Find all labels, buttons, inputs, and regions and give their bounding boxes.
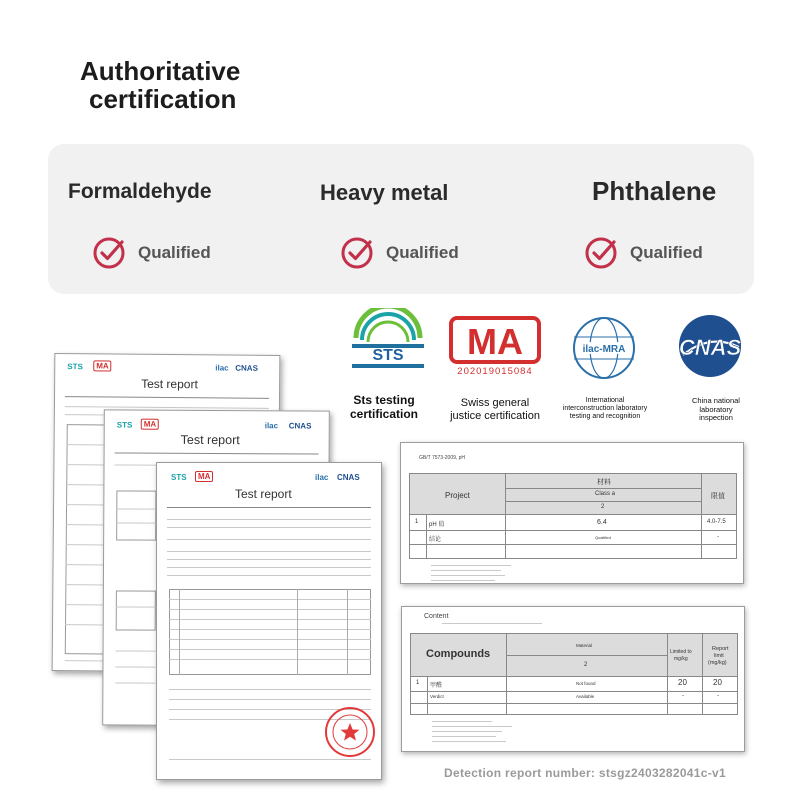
compounds-material-header: Material: [576, 643, 593, 648]
ma-logo-mark: MA: [467, 321, 523, 362]
ilac-logo: [571, 315, 637, 381]
cnas-caption-line-3: inspection: [699, 413, 733, 423]
cnas-caption-line-2: laboratory: [699, 404, 733, 414]
mini-ilac-logo: ilac: [215, 363, 229, 373]
title-line-2: certification: [89, 84, 237, 114]
qualified-label: Qualified: [630, 243, 703, 262]
cnas-logo-mark: CNAS: [678, 335, 742, 360]
qualification-name-formaldehyde: Formaldehyde: [68, 180, 212, 203]
ph-limit-header: 限值: [711, 493, 725, 500]
compounds-row-name: 甲醛: [430, 683, 443, 689]
compounds-label: Compounds: [426, 648, 491, 660]
ma-caption-line-2: justice certification: [450, 409, 540, 422]
mini-sts-logo: STS: [67, 362, 83, 372]
mini-ilac-logo: ilac: [264, 421, 279, 431]
check-circle-icon: [92, 236, 126, 270]
sts-caption-line-1: Sts testing: [353, 393, 415, 407]
sts-caption-line-2: certification: [349, 406, 418, 421]
mini-sts-logo: STS: [171, 473, 187, 482]
ph-conclusion-label: 结论: [429, 537, 442, 543]
compounds-limited-header: Limited to: [670, 649, 692, 655]
mini-cnas-logo: CNAS: [288, 421, 312, 431]
report-title: Test report: [141, 376, 198, 392]
ilac-caption: [550, 397, 660, 421]
compounds-row-limited: 20: [678, 678, 687, 687]
mini-ilac-logo: ilac: [315, 473, 329, 482]
ph-col-index: 2: [601, 504, 605, 510]
qualification-name-heavy-metal: Heavy metal: [320, 180, 449, 205]
title-line-1: Authoritative: [80, 56, 241, 86]
ilac-logo-mark: ilac-MRA: [582, 344, 626, 355]
cnas-caption: [678, 397, 754, 423]
cnas-logo-icon: [669, 313, 751, 379]
mini-cnas-logo: CNAS: [235, 363, 258, 373]
ph-result-table: [400, 442, 744, 584]
qualification-status-heavy-metal: [340, 236, 459, 270]
ilac-globe-icon: [571, 315, 637, 381]
qualification-status-formaldehyde: [92, 236, 211, 270]
ph-standard: GB/T 7573-2009, pH: [419, 455, 466, 461]
qualification-panel: [48, 144, 754, 294]
report-title: Test report: [180, 432, 240, 448]
ph-conclusion-limit: -: [717, 534, 719, 540]
compounds-report-limit: limit: [714, 653, 724, 659]
compounds-row-report: 20: [713, 678, 722, 687]
ph-row-value: 6.4: [597, 519, 607, 526]
ma-caption: [440, 397, 550, 422]
mini-ma-logo: MA: [141, 419, 160, 430]
report-paper-front: [156, 462, 382, 780]
mini-cnas-logo: CNAS: [337, 473, 360, 482]
cnas-logo: [669, 313, 751, 379]
ph-row-name: pH 值: [429, 522, 445, 528]
detection-report-number: Detection report number: stsgz2403282041c-v1: [444, 766, 726, 780]
check-circle-icon: [584, 236, 618, 270]
ma-number: 202019015084: [457, 366, 533, 377]
compounds-report-unit: (mg/kg): [708, 660, 727, 666]
compounds-row2-name: Verdict: [430, 694, 444, 699]
ph-row-limit: 4.0-7.5: [707, 519, 726, 525]
compounds-row-index: 1: [416, 680, 420, 686]
qualification-name-phthalene: Phthalene: [592, 176, 717, 206]
ma-logo-icon: [449, 312, 541, 364]
cnas-caption-line-1: China national: [692, 396, 740, 405]
ma-caption-line-1: Swiss general: [460, 397, 530, 409]
compounds-row2-limited: -: [682, 693, 684, 699]
mini-sts-logo: STS: [116, 420, 133, 430]
compounds-col-index: 2: [584, 662, 588, 668]
ph-conclusion-value: Qualified: [595, 535, 611, 540]
sts-logo-icon: [350, 308, 426, 378]
ma-logo: [449, 312, 541, 382]
compounds-limited-unit: mg/kg: [674, 656, 688, 662]
sts-logo-mark: STS: [372, 347, 404, 364]
page-title: [80, 57, 240, 113]
mini-ma-logo: MA: [93, 360, 112, 371]
compounds-row2-value: Available: [576, 694, 595, 699]
compounds-result-table: [401, 606, 745, 752]
ilac-caption-line-1: International: [585, 397, 625, 404]
ilac-caption-line-2: interconstruction laboratory: [562, 405, 648, 413]
ph-class-label: Class a: [595, 491, 616, 497]
ph-material-header: 材料: [597, 479, 611, 486]
compounds-caption: Content: [424, 613, 449, 620]
check-circle-icon: [340, 236, 374, 270]
compounds-report-header: Report: [712, 646, 729, 652]
ph-project-label: Project: [445, 491, 470, 500]
qualification-status-phthalene: [584, 236, 703, 270]
sts-logo: [350, 308, 426, 378]
compounds-row-value: Not found: [576, 681, 596, 686]
qualified-label: Qualified: [138, 243, 211, 262]
sts-caption: [340, 394, 428, 422]
mini-ma-logo: MA: [195, 471, 213, 482]
compounds-row2-report: -: [717, 693, 719, 699]
report-title: Test report: [235, 487, 292, 501]
qualified-label: Qualified: [386, 243, 459, 262]
official-seal-icon: [325, 707, 375, 757]
ilac-caption-line-3: testing and recognition: [569, 413, 641, 421]
ph-row-index: 1: [415, 519, 419, 525]
